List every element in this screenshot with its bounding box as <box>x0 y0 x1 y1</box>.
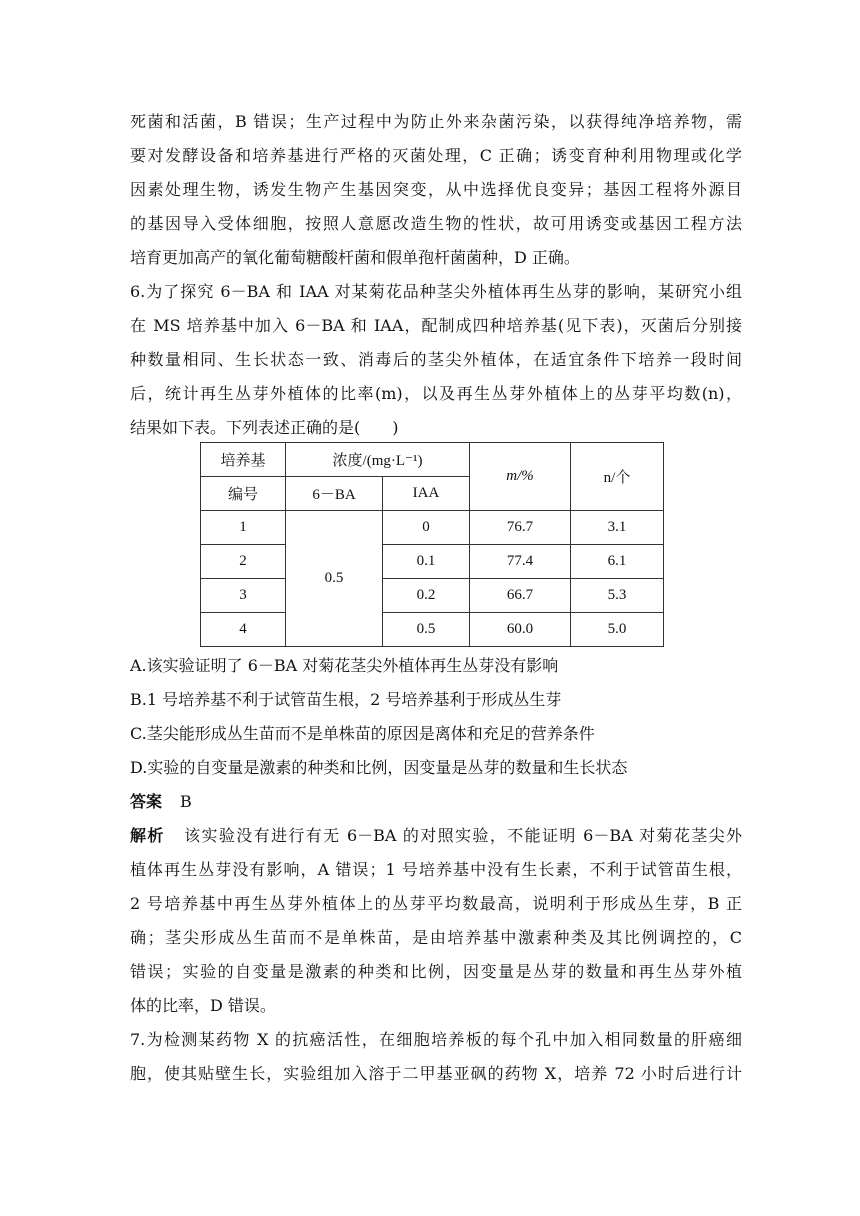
option-c: C.茎尖能形成丛生苗而不是单株苗的原因是离体和充足的营养条件 <box>130 724 595 743</box>
cell-id: 1 <box>201 511 286 545</box>
question-6-line: 种数量相同、生长状态一致、消毒后的茎尖外植体，在适宜条件下培养一段时间 <box>130 350 742 369</box>
cell-id: 4 <box>201 613 286 647</box>
cell-m: 60.0 <box>470 613 571 647</box>
table-row <box>201 579 664 613</box>
cell-m: 66.7 <box>470 579 571 613</box>
question-6-line: 结果如下表。下列表述正确的是( ) <box>130 418 399 437</box>
question-6-line: 6.为了探究 6－BA 和 IAA 对某菊花品种茎尖外植体再生丛芽的影响，某研究小组 <box>130 282 742 301</box>
cell-m: 77.4 <box>470 545 571 579</box>
cell-id: 3 <box>201 579 286 613</box>
header-medium-line2: 编号 <box>201 477 286 511</box>
analysis-line: 植体再生丛芽没有影响，A 错误；1 号培养基中没有生长素，不利于试管苗生根， <box>130 860 742 879</box>
results-table <box>200 442 664 647</box>
question-6-line: 后，统计再生丛芽外植体的比率(m)，以及再生丛芽外植体上的丛芽平均数(n)， <box>130 384 742 403</box>
question-7-line: 7.为检测某药物 X 的抗癌活性，在细胞培养板的每个孔中加入相同数量的肝癌细 <box>130 1030 742 1049</box>
question-7-line: 胞，使其贴壁生长，实验组加入溶于二甲基亚砜的药物 X，培养 72 小时后进行计 <box>130 1064 742 1083</box>
cell-6ba-shared: 0.5 <box>286 511 383 647</box>
cell-n: 5.3 <box>571 579 664 613</box>
text-line: 的基因导入受体细胞，按照人意愿改造生物的性状，故可用诱变或基因工程方法 <box>130 214 742 233</box>
cell-iaa: 0.2 <box>383 579 470 613</box>
analysis-line: 体的比率，D 错误。 <box>130 996 276 1015</box>
analysis-text: 该实验没有进行有无 6－BA 的对照实验，不能证明 6－BA 对菊花茎尖外 <box>182 826 742 845</box>
question-6-line: 在 MS 培养基中加入 6－BA 和 IAA，配制成四种培养基(见下表)，灭菌后分别接 <box>130 316 742 335</box>
analysis-label: 解析 <box>130 826 165 845</box>
cell-n: 3.1 <box>571 511 664 545</box>
analysis-line: 错误；实验的自变量是激素的种类和比例，因变量是丛芽的数量和再生丛芽外植 <box>130 962 742 981</box>
cell-id: 2 <box>201 545 286 579</box>
header-n: n/个 <box>571 443 664 511</box>
header-concentration: 浓度/(mg·L⁻¹) <box>286 443 470 477</box>
header-6ba: 6－BA <box>286 477 383 511</box>
text-line: 死菌和活菌，B 错误；生产过程中为防止外来杂菌污染，以获得纯净培养物，需 <box>130 112 742 131</box>
cell-n: 5.0 <box>571 613 664 647</box>
cell-iaa: 0.5 <box>383 613 470 647</box>
header-iaa: IAA <box>383 477 470 511</box>
cell-m: 76.7 <box>470 511 571 545</box>
cell-n: 6.1 <box>571 545 664 579</box>
answer-label: 答案 <box>130 792 163 811</box>
cell-iaa: 0.1 <box>383 545 470 579</box>
text-line: 因素处理生物，诱发生物产生基因突变，从中选择优良变异；基因工程将外源目 <box>130 180 742 199</box>
header-medium-line1: 培养基 <box>201 443 286 477</box>
option-a: A.该实验证明了 6－BA 对菊花茎尖外植体再生丛芽没有影响 <box>130 656 559 675</box>
analysis-line <box>130 826 742 846</box>
cell-iaa: 0 <box>383 511 470 545</box>
text-line: 要对发酵设备和培养基进行严格的灭菌处理，C 正确；诱变育种利用物理或化学 <box>130 146 742 165</box>
table-row <box>201 613 664 647</box>
table-row <box>201 511 664 545</box>
text-line: 培育更加高产的氧化葡萄糖酸杆菌和假单孢杆菌菌种，D 正确。 <box>130 248 580 267</box>
table-row <box>201 545 664 579</box>
header-m: m/% <box>470 443 571 511</box>
option-d: D.实验的自变量是激素的种类和比例，因变量是丛芽的数量和生长状态 <box>130 758 628 777</box>
option-b: B.1 号培养基不利于试管苗生根，2 号培养基利于形成丛生芽 <box>130 690 562 709</box>
answer-line <box>130 792 742 812</box>
analysis-line: 2 号培养基中再生丛芽外植体上的丛芽平均数最高，说明利于形成丛生芽，B 正 <box>130 894 742 913</box>
analysis-line: 确；茎尖形成丛生苗而不是单株苗，是由培养基中激素种类及其比例调控的，C <box>130 928 742 947</box>
answer-value: B <box>180 792 192 811</box>
